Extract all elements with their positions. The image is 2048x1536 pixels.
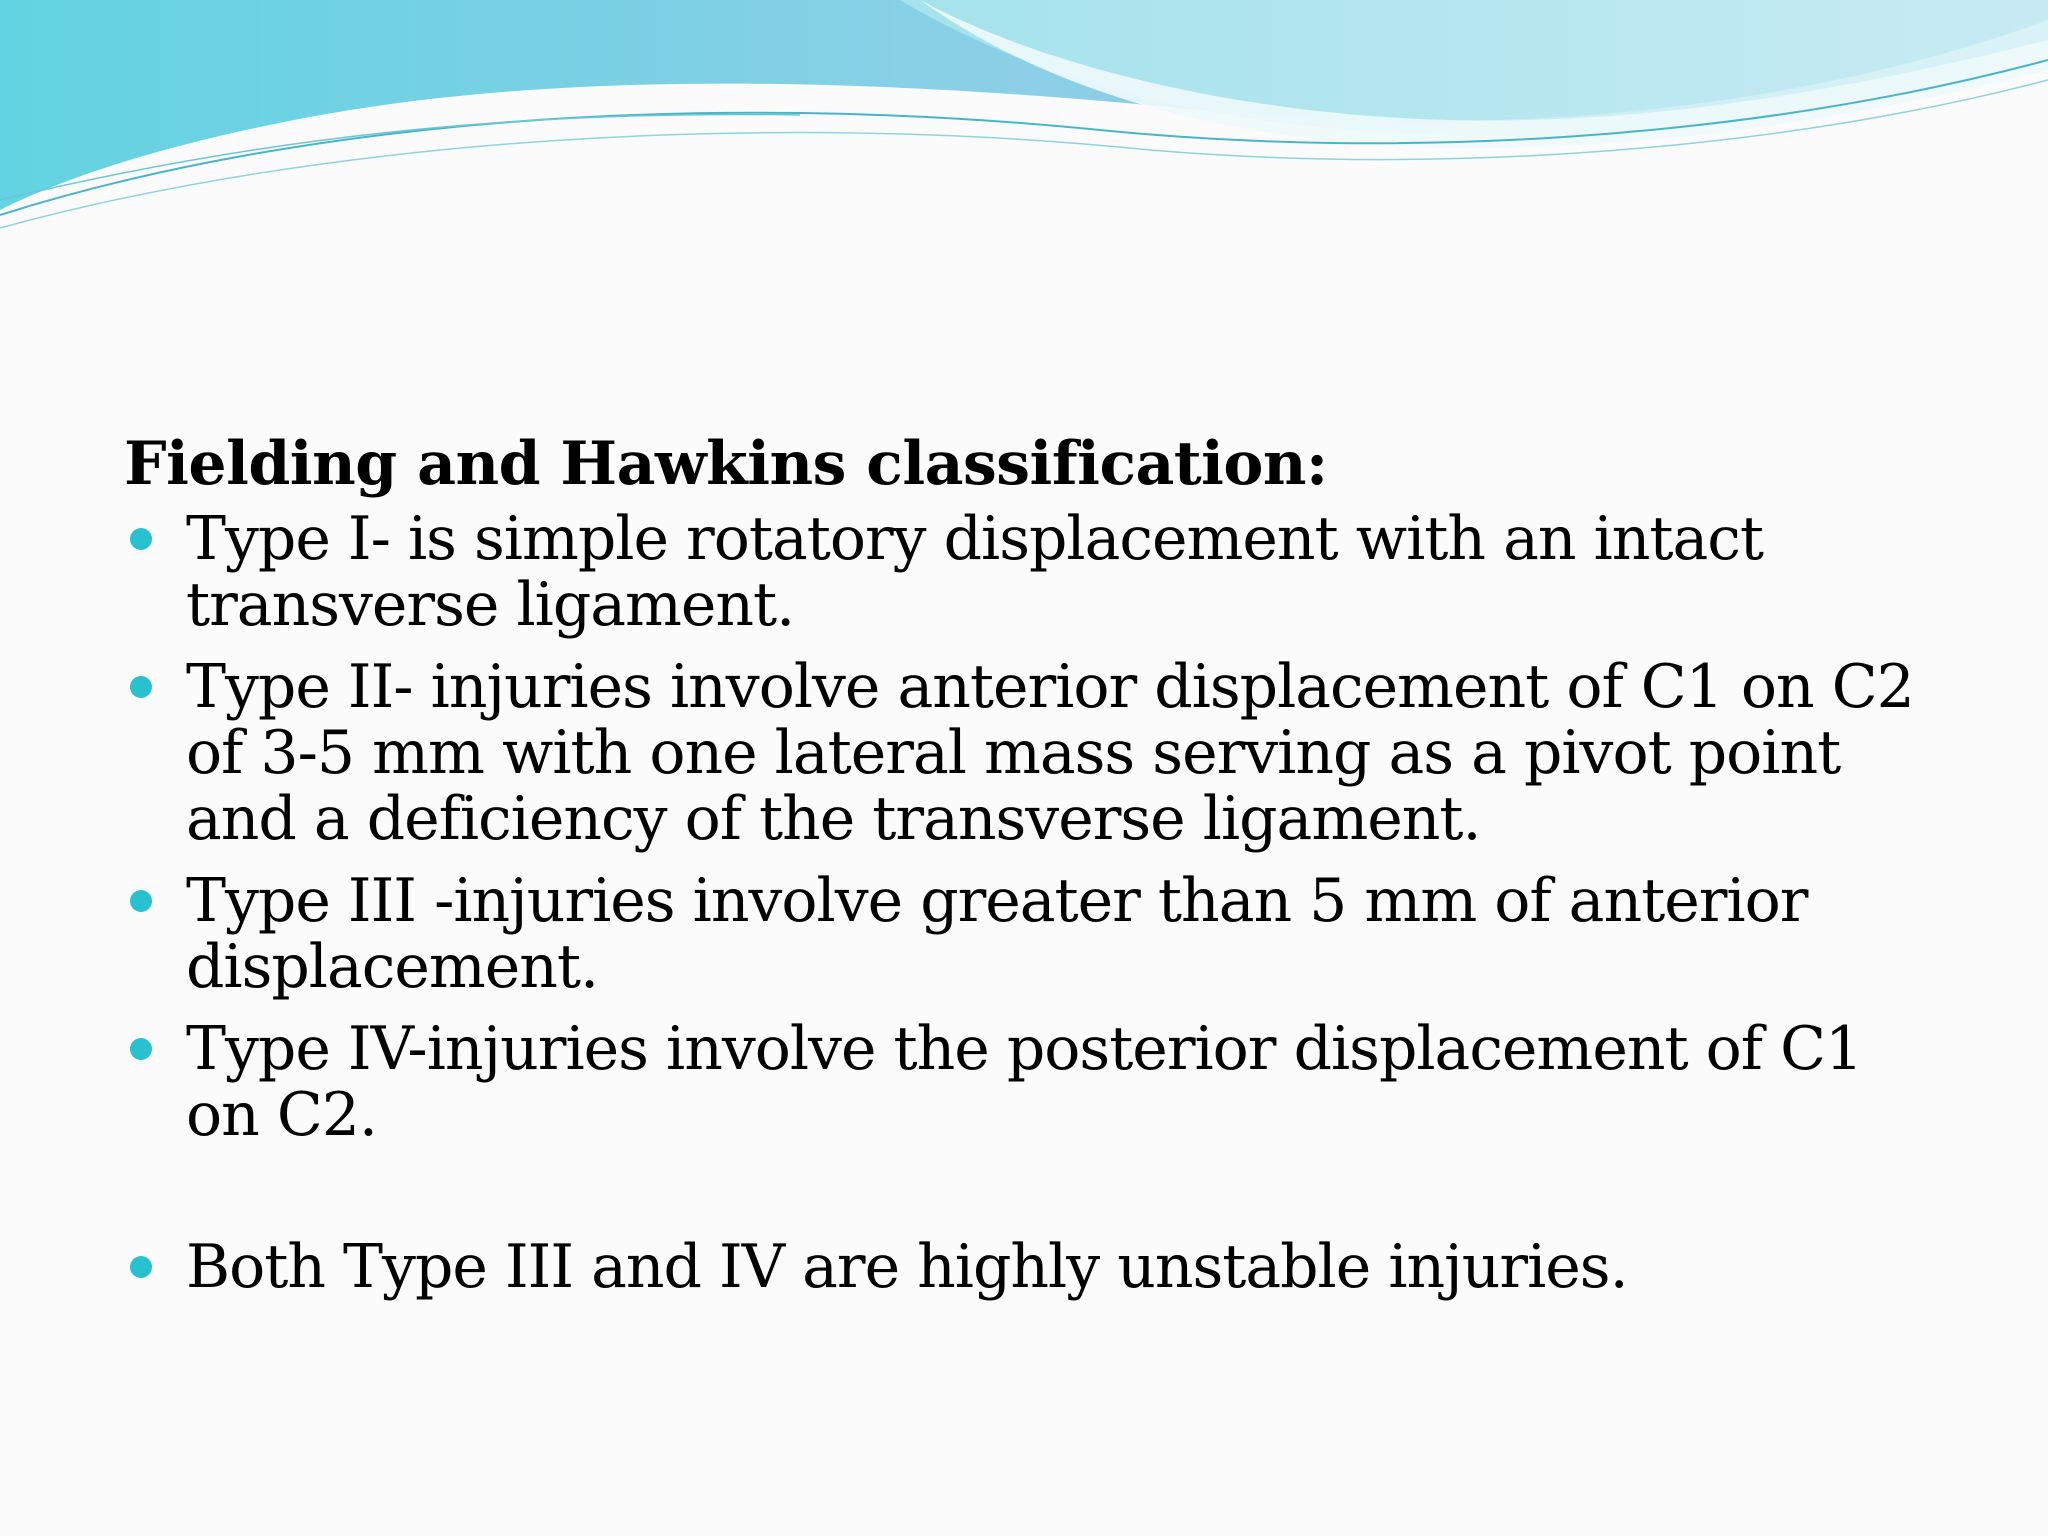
bullet-dot-icon <box>130 890 152 912</box>
bullet-item <box>124 1016 1924 1148</box>
bullet-item <box>124 1234 1924 1300</box>
bullet-dot-icon <box>130 1256 152 1278</box>
bullet-text: Type IV-injuries involve the posterior displacement of C1 on C2. <box>186 1014 1863 1150</box>
slide-content <box>124 428 1924 1316</box>
bullet-dot-icon <box>130 528 152 550</box>
bullet-dot-icon <box>130 1038 152 1060</box>
bullet-list <box>124 506 1924 1300</box>
bullet-item <box>124 654 1924 852</box>
bullet-item <box>124 868 1924 1000</box>
bullet-item <box>124 506 1924 638</box>
bullet-text: Both Type III and IV are highly unstable injuries. <box>186 1232 1628 1302</box>
header-wave-decoration <box>0 0 2048 240</box>
bullet-text: Type I- is simple rotatory displacement with an intact transverse ligament. <box>186 504 1764 640</box>
bullet-text: Type III -injuries involve greater than 5 mm of anterior displacement. <box>186 866 1808 1002</box>
bullet-text: Type II- injuries involve anterior displacement of C1 on C2 of 3-5 mm with one lateral mass serving as a pivot point and a deficiency of the transverse ligament. <box>186 652 1914 854</box>
bullet-dot-icon <box>130 676 152 698</box>
slide-heading: Fielding and Hawkins classification: <box>124 429 1328 499</box>
